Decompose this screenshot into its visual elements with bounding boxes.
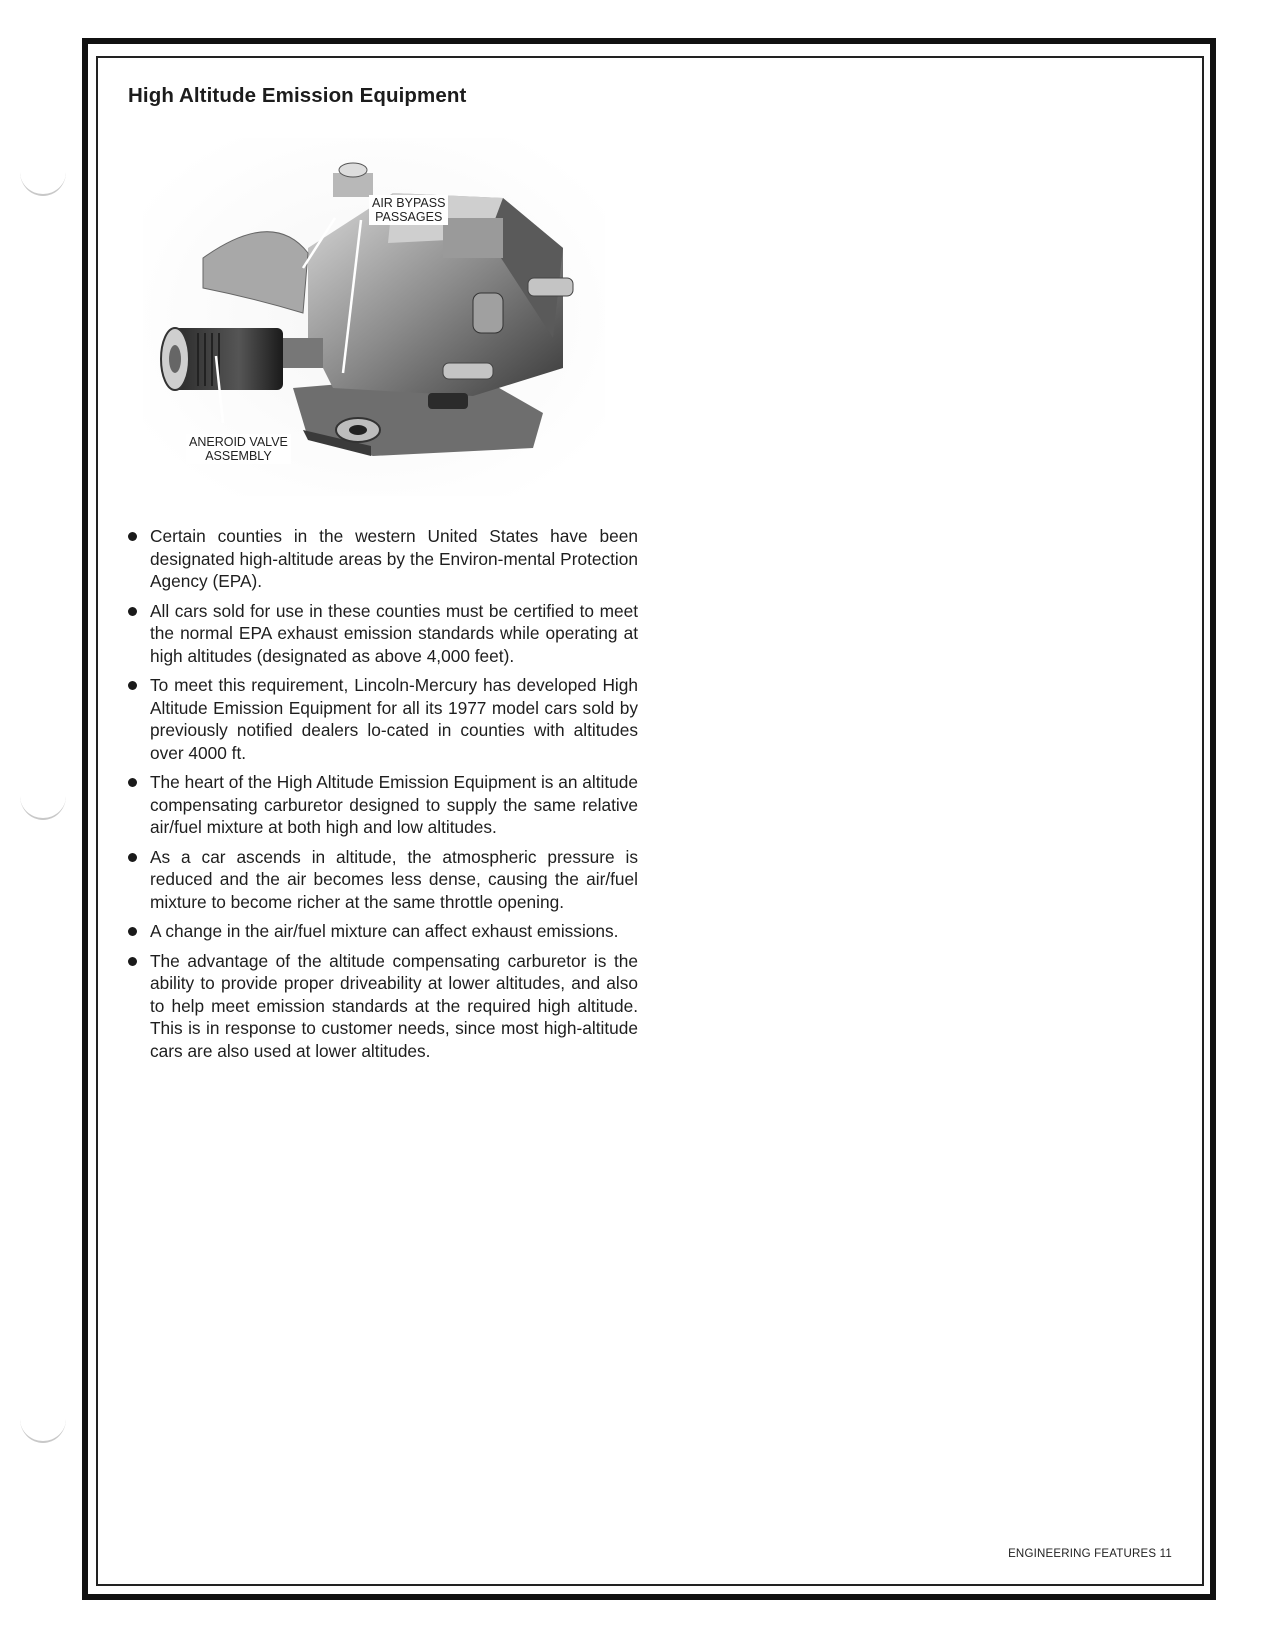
list-item <box>128 920 638 943</box>
list-item <box>128 771 638 839</box>
binder-hole-middle <box>20 772 66 820</box>
bullet-icon <box>128 853 137 862</box>
list-item <box>128 600 638 668</box>
list-item <box>128 950 638 1063</box>
carburetor-photo <box>143 138 605 496</box>
aneroid-valve-assembly-label: ANEROID VALVE ASSEMBLY <box>186 434 291 464</box>
bullet-icon <box>128 957 137 966</box>
bullet-text: To meet this requirement, Lincoln-Mercury has developed High Altitude Emission Equipment for all its 1977 model cars sold by previously notified dealers lo-cated in counties with altitudes over 4000 ft. <box>150 675 638 763</box>
bullet-text: Certain counties in the western United States have been designated high-altitude areas by the Environ-mental Protection Agency (EPA). <box>150 526 638 591</box>
bullet-list <box>128 525 638 1069</box>
bullet-icon <box>128 607 137 616</box>
bullet-text: The advantage of the altitude compensating carburetor is the ability to provide proper driveability at lower altitudes, and also to help meet emission standards at the required high altitude. This is in response to customer needs, since most high-altitude cars are also used at lower altitudes. <box>150 950 638 1061</box>
list-item <box>128 674 638 764</box>
binder-hole-bottom <box>20 1395 66 1443</box>
bullet-text: All cars sold for use in these counties must be certified to meet the normal EPA exhaust emission standards while operating at high altitudes (designated as above 4,000 feet). <box>150 600 638 666</box>
list-item <box>128 846 638 914</box>
bullet-icon <box>128 681 137 690</box>
page-footer: ENGINEERING FEATURES 11 <box>1008 1548 1172 1560</box>
air-bypass-passages-label: AIR BYPASS PASSAGES <box>369 195 448 225</box>
bullet-text: As a car ascends in altitude, the atmospheric pressure is reduced and the air becomes less dense, causing the air/fuel mixture to become richer at the same throttle opening. <box>150 846 638 912</box>
binder-hole-top <box>20 148 66 196</box>
bullet-icon <box>128 778 137 787</box>
bullet-icon <box>128 532 137 541</box>
bullet-text: A change in the air/fuel mixture can affect exhaust emissions. <box>150 921 619 941</box>
bullet-icon <box>128 927 137 936</box>
list-item <box>128 525 638 593</box>
bullet-text: The heart of the High Altitude Emission Equipment is an altitude compensating carburetor designed to supply the same relative air/fuel mixture at both high and low altitudes. <box>150 772 638 837</box>
page-title: High Altitude Emission Equipment <box>128 84 467 107</box>
